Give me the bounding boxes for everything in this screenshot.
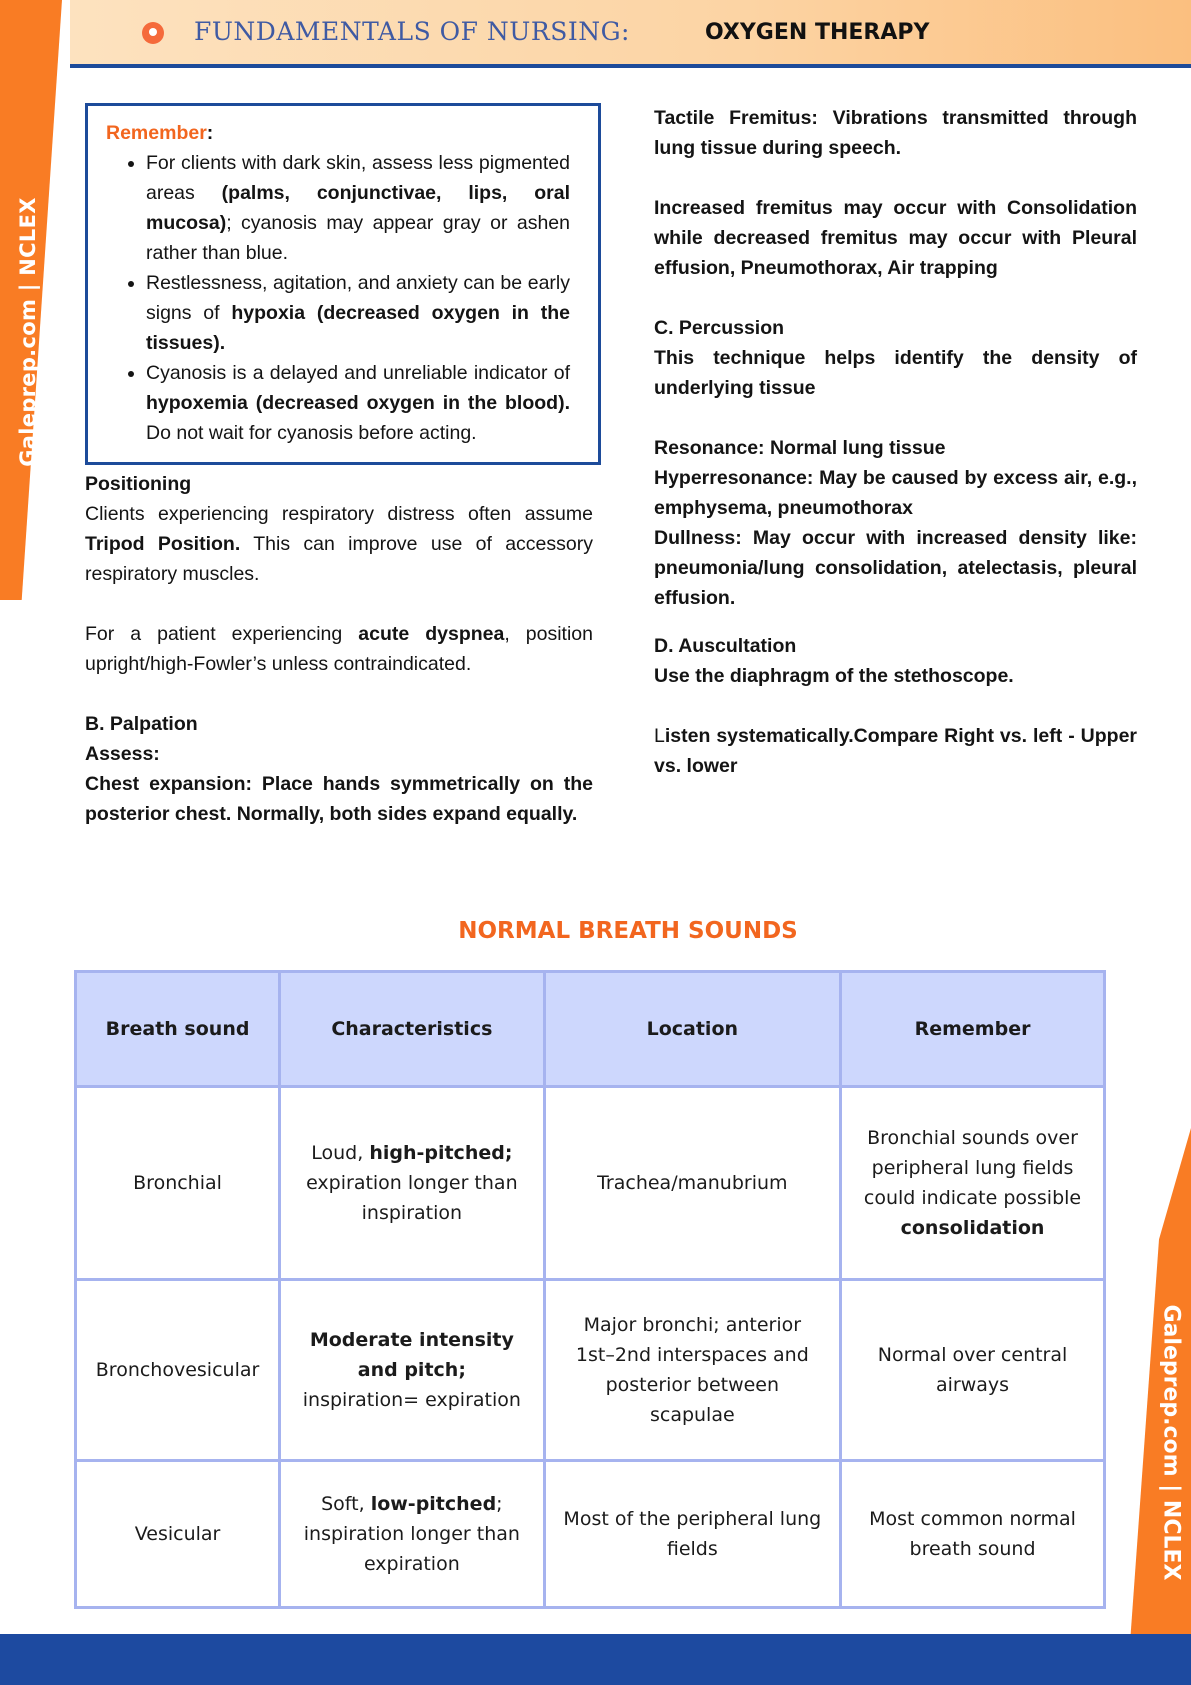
- breath-sounds-table: [74, 970, 1106, 1609]
- table-cell: Bronchial sounds over peripheral lung fields could indicate possible consolidation: [841, 1087, 1105, 1280]
- page-title: FUNDAMENTALS OF NURSING:: [194, 17, 630, 46]
- table-title: NORMAL BREATH SOUNDS: [458, 918, 798, 944]
- dyspnea-paragraph: For a patient experiencing acute dyspnea, position upright/high-Fowler’s unless contraindicated.: [85, 623, 593, 675]
- column-header: Remember: [841, 972, 1105, 1087]
- fremitus-text: Increased fremitus may occur with Consolidation while decreased fremitus may occur with Pleural effusion, Pneumothorax, Air trapping: [654, 197, 1137, 279]
- right-column: [654, 103, 1137, 781]
- table-cell: Normal over central airways: [841, 1280, 1105, 1461]
- table-cell: Major bronchi; anterior 1st–2nd interspaces and posterior between scapulae: [544, 1280, 840, 1461]
- table-cell: Moderate intensity and pitch; inspiration= expiration: [280, 1280, 545, 1461]
- table-cell: Trachea/manubrium: [544, 1087, 840, 1280]
- resonance-text: Resonance: Normal lung tissue: [654, 437, 946, 459]
- column-header: Characteristics: [280, 972, 545, 1087]
- table-cell: Bronchial: [76, 1087, 280, 1280]
- page-subtitle: OXYGEN THERAPY: [705, 20, 930, 45]
- table-cell: Vesicular: [76, 1461, 280, 1608]
- remember-list: [106, 148, 570, 448]
- column-header: Breath sound: [76, 972, 280, 1087]
- positioning-paragraph: Clients experiencing respiratory distress often assume Tripod Position. This can improve use of accessory respiratory muscles.: [85, 503, 593, 585]
- percussion-heading: C. Percussion: [654, 317, 785, 339]
- dullness-text: Dullness: May occur with increased density like: pneumonia/lung consolidation, atelectasis, pleural effusion.: [654, 527, 1137, 609]
- page-header: [70, 0, 1191, 68]
- list-item: • Restlessness, agitation, and anxiety can be early signs of hypoxia (decreased oxygen in the tissues).: [146, 268, 570, 358]
- left-column: [85, 103, 593, 829]
- table-cell: Bronchovesicular: [76, 1280, 280, 1461]
- table-cell: Most common normal breath sound: [841, 1461, 1105, 1608]
- chest-expansion-text: Chest expansion: Place hands symmetrically on the posterior chest. Normally, both sides expand equally.: [85, 773, 593, 825]
- table-row: [76, 1461, 1105, 1608]
- side-brand-left: Galeprep.com | NCLEX: [16, 197, 40, 467]
- table-header-row: [76, 972, 1105, 1087]
- table-cell: Soft, low-pitched; inspiration longer than expiration: [280, 1461, 545, 1608]
- hyperresonance-text: Hyperresonance: May be caused by excess air, e.g., emphysema, pneumothorax: [654, 467, 1137, 519]
- remember-heading: Remember:: [106, 122, 214, 144]
- positioning-heading: Positioning: [85, 473, 192, 495]
- percussion-text: This technique helps identify the density of underlying tissue: [654, 347, 1137, 399]
- tactile-fremitus-text: Tactile Fremitus: Vibrations transmitted through lung tissue during speech.: [654, 107, 1137, 159]
- footer-bar: [0, 1634, 1191, 1685]
- table-row: [76, 1280, 1105, 1461]
- list-item: • For clients with dark skin, assess less pigmented areas (palms, conjunctivae, lips, oral mucosa); cyanosis may appear gray or ashen rather than blue.: [146, 148, 570, 268]
- assess-label: Assess:: [85, 743, 160, 765]
- brand-logo-icon: [142, 22, 164, 44]
- column-header: Location: [544, 972, 840, 1087]
- auscultation-heading: D. Auscultation: [654, 635, 797, 657]
- palpation-heading: B. Palpation: [85, 713, 198, 735]
- table-row: [76, 1087, 1105, 1280]
- list-item: • Cyanosis is a delayed and unreliable indicator of hypoxemia (decreased oxygen in the blood). Do not wait for cyanosis before acting.: [146, 358, 570, 448]
- remember-callout: [85, 103, 601, 465]
- auscultation-text: Use the diaphragm of the stethoscope.: [654, 665, 1014, 687]
- table-cell: Loud, high-pitched; expiration longer than inspiration: [280, 1087, 545, 1280]
- listen-text: Listen systematically.Compare Right vs. left - Upper vs. lower: [654, 725, 1137, 777]
- side-brand-right: Galeprep.com | NCLEX: [1158, 1304, 1184, 1581]
- table-cell: Most of the peripheral lung fields: [544, 1461, 840, 1608]
